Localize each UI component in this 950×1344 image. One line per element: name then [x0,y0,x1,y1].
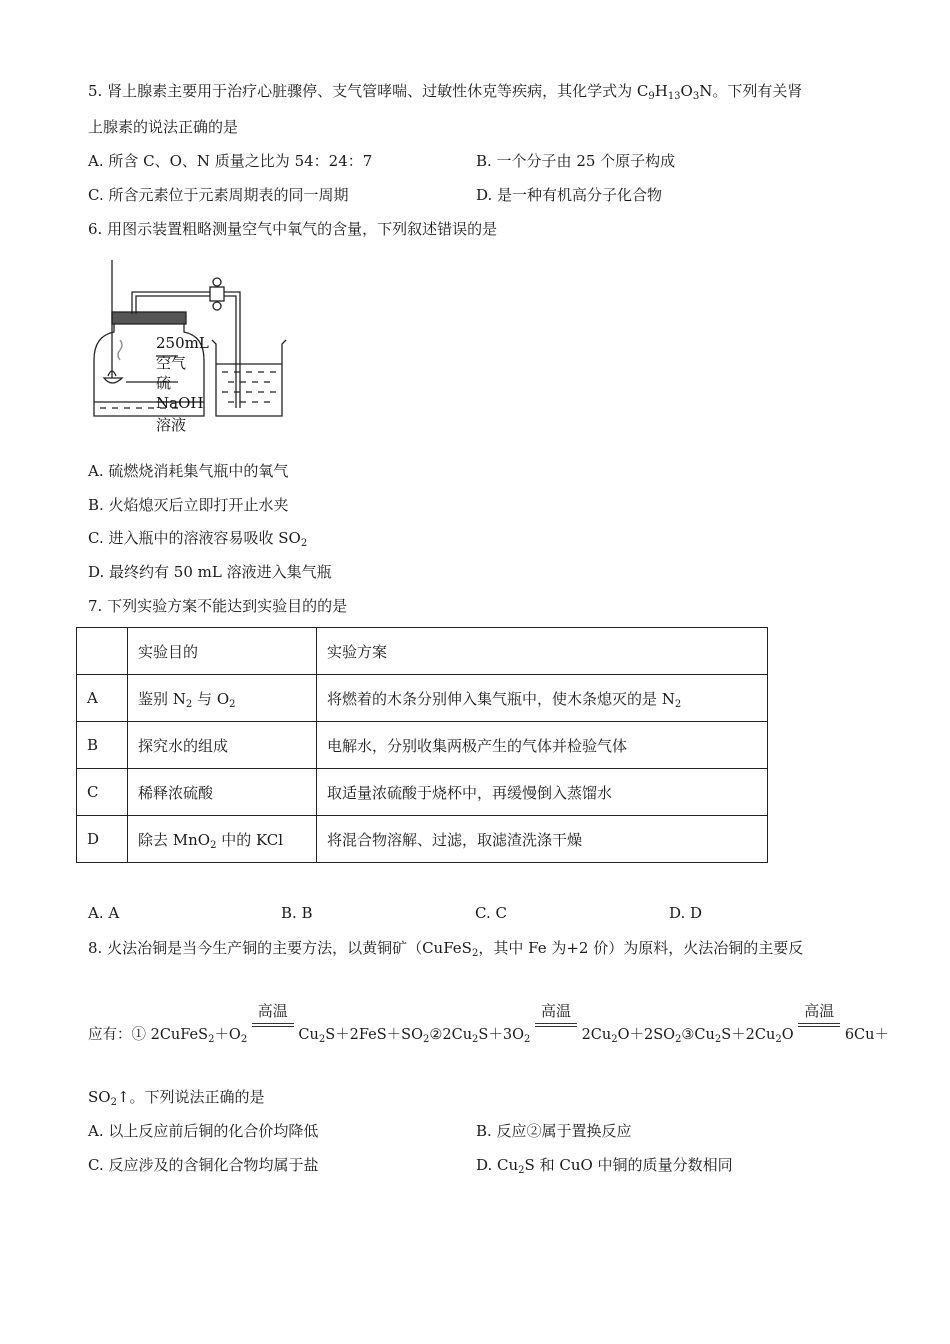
q8-option-d: D. $Cu_2S$ 和 CuO 中铜的质量分数相同 [476,1156,733,1176]
row-plan: 将燃着的木条分别伸入集气瓶中，使木条熄灭的是 $N_2$ [317,675,768,722]
q7-option-b: B. B [281,904,313,922]
table-header-plan: 实验方案 [317,628,768,675]
q6-stem: 6. 用图示装置粗略测量空气中氧气的含量，下列叙述错误的是 [88,220,498,238]
label-sulfur: 硫 [156,374,172,392]
q7-option-c: C. C [475,904,507,922]
q8-option-a: A. 以上反应前后铜的化合价均降低 [88,1122,319,1140]
q6-option-c-text: C. 进入瓶中的溶液容易吸收 SO [88,529,301,547]
q5-option-c: C. 所含元素位于元素周期表的同一周期 [88,186,349,204]
table-row [77,722,768,769]
q7-stem: 7. 下列实验方案不能达到实验目的的是 [88,597,348,615]
condition-high-temp-2: 高温 [535,1025,577,1045]
q5-stem-tail: N。下列有关肾 [699,82,803,100]
row-key: A [77,675,128,722]
row-plan: 将混合物溶解、过滤，取滤渣洗涤干燥 [317,816,768,863]
q8-option-c: C. 反应涉及的含铜化合物均属于盐 [88,1156,319,1174]
q8-equations: 应有：① $2CuFeS_2+O_2$ 高温 $Cu_2S+2FeS+SO_2②2Cu_2S+3O_2$ 高温 $2Cu_2O+2SO_2③Cu_2S+2Cu_2O$ 高温 6Cu＋ [88,1002,889,1045]
q7-option-a: A. A [88,904,120,922]
q5-stem-line1 [88,81,802,101]
q5-sub-13: 13 [667,91,681,102]
row-purpose: 探究水的组成 [128,722,317,769]
q6-option-c [88,528,307,548]
apparatus-figure [86,260,296,440]
label-volume: 250mL [156,334,209,352]
experiment-table [76,627,768,863]
smoke [118,340,122,360]
table-row [77,769,768,816]
beaker [212,340,286,416]
q5-sub-3: 3 [692,91,700,102]
row-plan: 电解水，分别收集两极产生的气体并检验气体 [317,722,768,769]
q7-option-d: D. D [669,904,703,922]
q5-option-b: B. 一个分子由 25 个原子构成 [476,152,676,170]
q8-option-b: B. 反应②属于置换反应 [476,1122,632,1140]
table-row [77,816,768,863]
water-clamp [210,287,224,301]
q5-option-a: A. 所含 C、O、N 质量之比为 54：24：7 [88,152,373,170]
label-naoh: NaOH [156,394,204,412]
table-row [77,675,768,722]
rubber-stopper [112,312,186,324]
condition-high-temp-1: 高温 [252,1025,294,1045]
q6-option-b: B. 火焰熄灭后立即打开止水夹 [88,496,289,514]
label-solution: 溶液 [156,416,187,434]
table-header-row [77,628,768,675]
sulfur-spoon [104,378,122,383]
row-key: C [77,769,128,816]
q5-stem-line2: 上腺素的说法正确的是 [88,118,239,136]
condition-high-temp-3: 高温 [798,1025,840,1045]
row-purpose: 鉴别 $N_2$ 与 $O_2$ [128,675,317,722]
row-purpose: 除去 MnO$_2$ 中的 KCl [128,816,317,863]
row-purpose: 稀释浓硫酸 [128,769,317,816]
q5-h: H [654,82,668,100]
q6-option-d: D. 最终约有 50 mL 溶液进入集气瓶 [88,563,332,581]
label-air: 空气 [156,354,187,372]
row-key: D [77,816,128,863]
q5-stem-text: 5. 肾上腺素主要用于治疗心脏骤停、支气管哮喘、过敏性休克等疾病，其化学式为 C [88,82,649,100]
q5-option-d: D. 是一种有机高分子化合物 [476,186,663,204]
q8-stem: 8. 火法冶铜是当今生产铜的主要方法，以黄铜矿（CuFeS$_2$，其中 Fe 为+2 价）为原料，火法冶铜的主要反 [88,939,804,959]
q6-option-a: A. 硫燃烧消耗集气瓶中的氧气 [88,462,289,480]
row-plan: 取适量浓硫酸于烧杯中，再缓慢倒入蒸馏水 [317,769,768,816]
q6-option-c-sub: 2 [300,538,308,549]
q8-stem-line3: $SO_2↑$。下列说法正确的是 [88,1088,265,1108]
row-key: B [77,722,128,769]
q5-o: O [680,82,693,100]
q5-sub-9: 9 [648,91,655,102]
table-header-blank [77,628,128,675]
table-header-purpose: 实验目的 [128,628,317,675]
